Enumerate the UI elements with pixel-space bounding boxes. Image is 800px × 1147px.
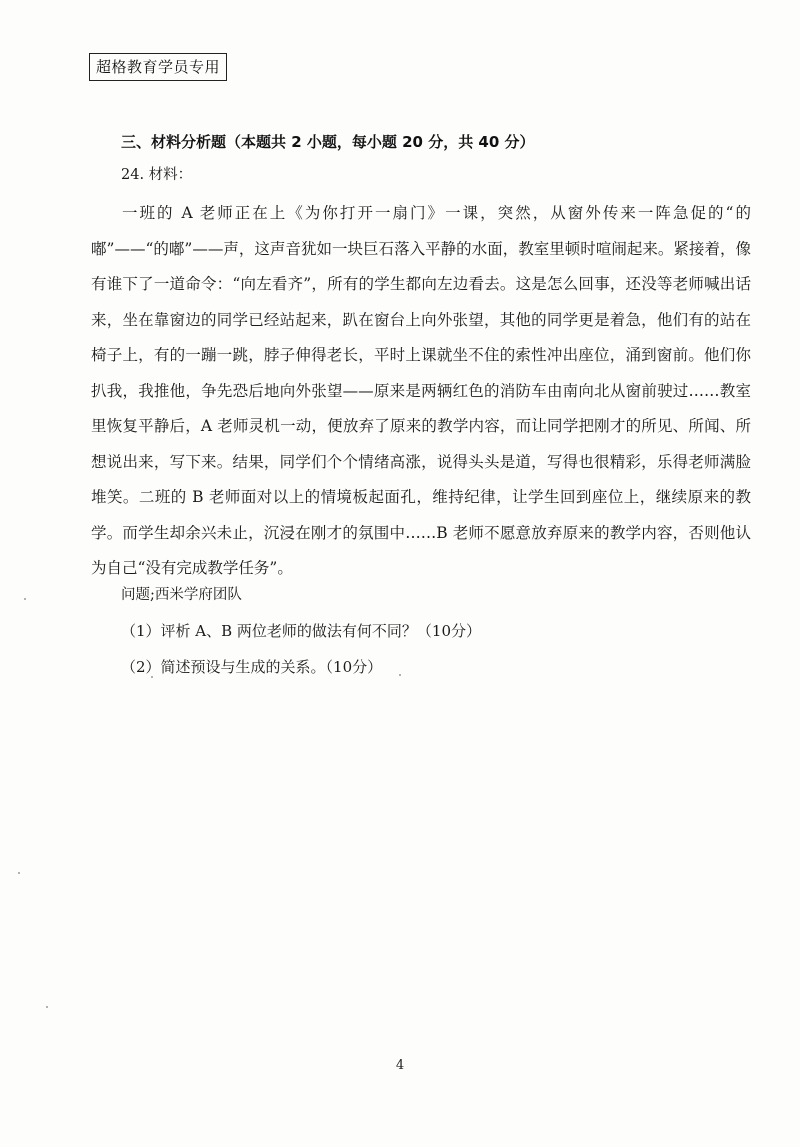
header-stamp: 超格教育学员专用 [89,53,227,81]
page-number: 4 [395,1058,405,1073]
scan-speck [151,676,153,678]
questions-label: 问题;西米学府团队 [121,587,242,603]
material-passage: 一班的 A 老师正在上《为你打开一扇门》一课，突然，从窗外传来一阵急促的“的嘟”——“的嘟”——声，这声音犹如一块巨石落入平静的水面，教室里顿时喧闹起来。紧接着，像有谁下了一道命令：“向左看齐”，所有的学生都向左边看去。这是怎么回事，还没等老师喊出话来，坐在靠窗边的同学已经站起来，趴在窗台上向外张望，其他的同学更是着急，他们有的站在椅子上，有的一蹦一跳，脖子伸得老长，平时上课就坐不住的索性冲出座位，涌到窗前。他们你扒我，我推他，争先恐后地向外张望——原来是两辆红色的消防车由南向北从窗前驶过……教室里恢复平静后，A 老师灵机一动，便放弃了原来的教学内容，而让同学把刚才的所见、所闻、所想说出来，写下来。结果，同学们个个情绪高涨，说得头头是道，写得也很精彩，乐得老师满脸堆笑。二班的 B 老师面对以上的情境板起面孔，维持纪律，让学生回到座位上，继续原来的教学。而学生却余兴未止，沉浸在刚才的氛围中……B 老师不愿意放弃原来的教学内容，否则他认为自己“没有完成教学任务”。 [91,204,751,577]
sub-question-2: （2）简述预设与生成的关系。（10分） [121,658,383,676]
scan-speck [399,674,401,676]
scan-speck [46,1006,48,1008]
scan-speck [24,598,26,600]
question-number: 24. 材料： [121,167,193,183]
scan-speck [18,872,20,874]
sub-question-1: （1）评析 A、B 两位老师的做法有何不同？（10分） [121,622,482,640]
section-heading: 三、材料分析题（本题共 2 小题，每小题 20 分，共 40 分） [121,133,535,151]
